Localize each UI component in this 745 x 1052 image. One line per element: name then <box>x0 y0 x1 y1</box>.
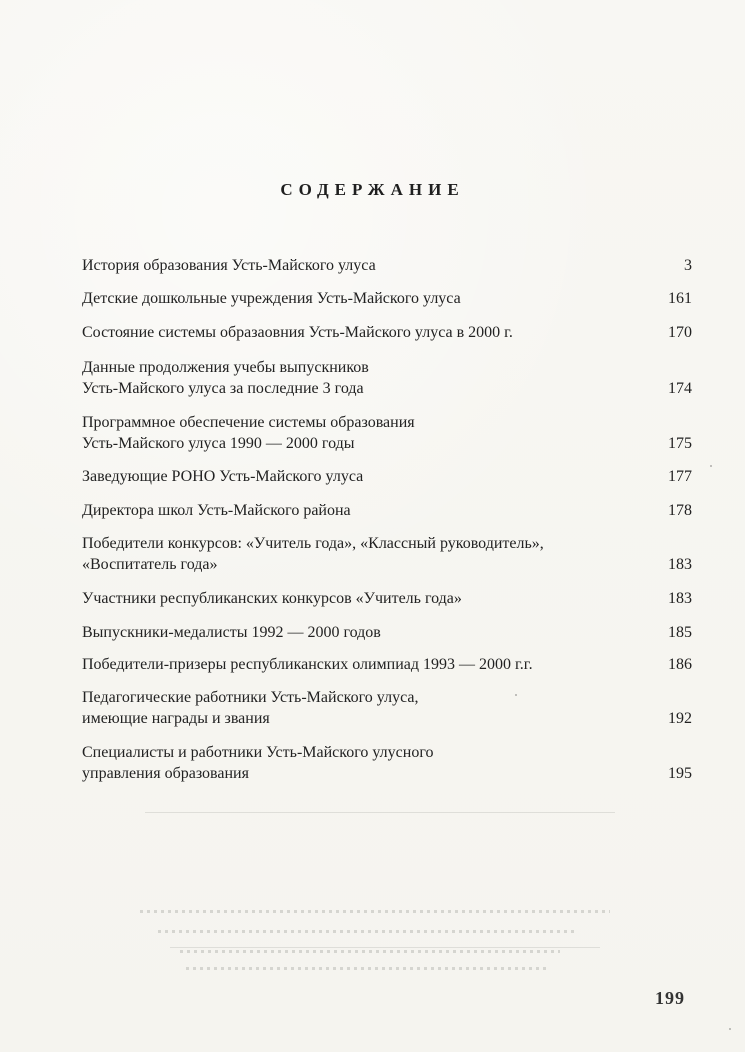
scan-noise-dot <box>729 1028 731 1030</box>
toc-entry-page: 170 <box>668 324 692 341</box>
toc-entry-title: Победители-призеры республиканских олимпиад 1993 — 2000 г.г. <box>82 656 533 673</box>
toc-entry-page: 195 <box>668 765 692 782</box>
toc-entry-page: 161 <box>668 290 692 307</box>
toc-entry-page: 183 <box>668 590 692 607</box>
ghost-text-row <box>140 910 610 913</box>
toc-entry-title: Участники республиканских конкурсов «Учитель года» <box>82 590 462 607</box>
toc-entry-page: 177 <box>668 468 692 485</box>
scan-noise-dot <box>515 694 517 696</box>
footer-page-number: 199 <box>655 988 685 1008</box>
toc-entry-page: 185 <box>668 624 692 641</box>
toc-entry-page: 175 <box>668 435 692 452</box>
toc-entry-title: История образования Усть-Майского улуса <box>82 257 376 274</box>
toc-entry-title: Программное обеспечение системы образования Усть-Майского улуса 1990 — 2000 годы <box>82 414 415 452</box>
toc-entry-page: 183 <box>668 556 692 573</box>
scan-ghost-text <box>140 904 610 972</box>
page-title: СОДЕРЖАНИЕ <box>280 180 465 199</box>
toc-entry-title: Победители конкурсов: «Учитель года», «Классный руководитель», «Воспитатель года» <box>82 535 544 573</box>
toc-entry-title: Состояние системы образаовния Усть-Майского улуса в 2000 г. <box>82 324 513 341</box>
toc-entry-title: Специалисты и работники Усть-Майского улусного управления образования <box>82 744 434 782</box>
ghost-text-row <box>158 930 578 933</box>
scan-noise-line <box>145 812 615 813</box>
toc-entry-title: Директора школ Усть-Майского района <box>82 502 351 519</box>
ghost-text-row <box>186 967 546 970</box>
toc-entry-page: 174 <box>668 380 692 397</box>
toc-entry-title: Выпускники-медалисты 1992 — 2000 годов <box>82 624 381 641</box>
toc-entry-title: Педагогические работники Усть-Майского улуса, имеющие награды и звания <box>82 689 419 727</box>
ghost-text-row <box>180 950 560 953</box>
toc-entry-page: 178 <box>668 502 692 519</box>
toc-entry-page: 192 <box>668 710 692 727</box>
toc-entry-title: Заведующие РОНО Усть-Майского улуса <box>82 468 364 485</box>
toc-entry-title: Детские дошкольные учреждения Усть-Майского улуса <box>82 290 461 307</box>
toc-entry-title: Данные продолжения учебы выпускников Усть-Майского улуса за последние 3 года <box>82 359 369 397</box>
toc-entry-page: 3 <box>684 257 692 274</box>
toc-entry-page: 186 <box>668 656 692 673</box>
scan-noise-dot <box>710 465 712 467</box>
